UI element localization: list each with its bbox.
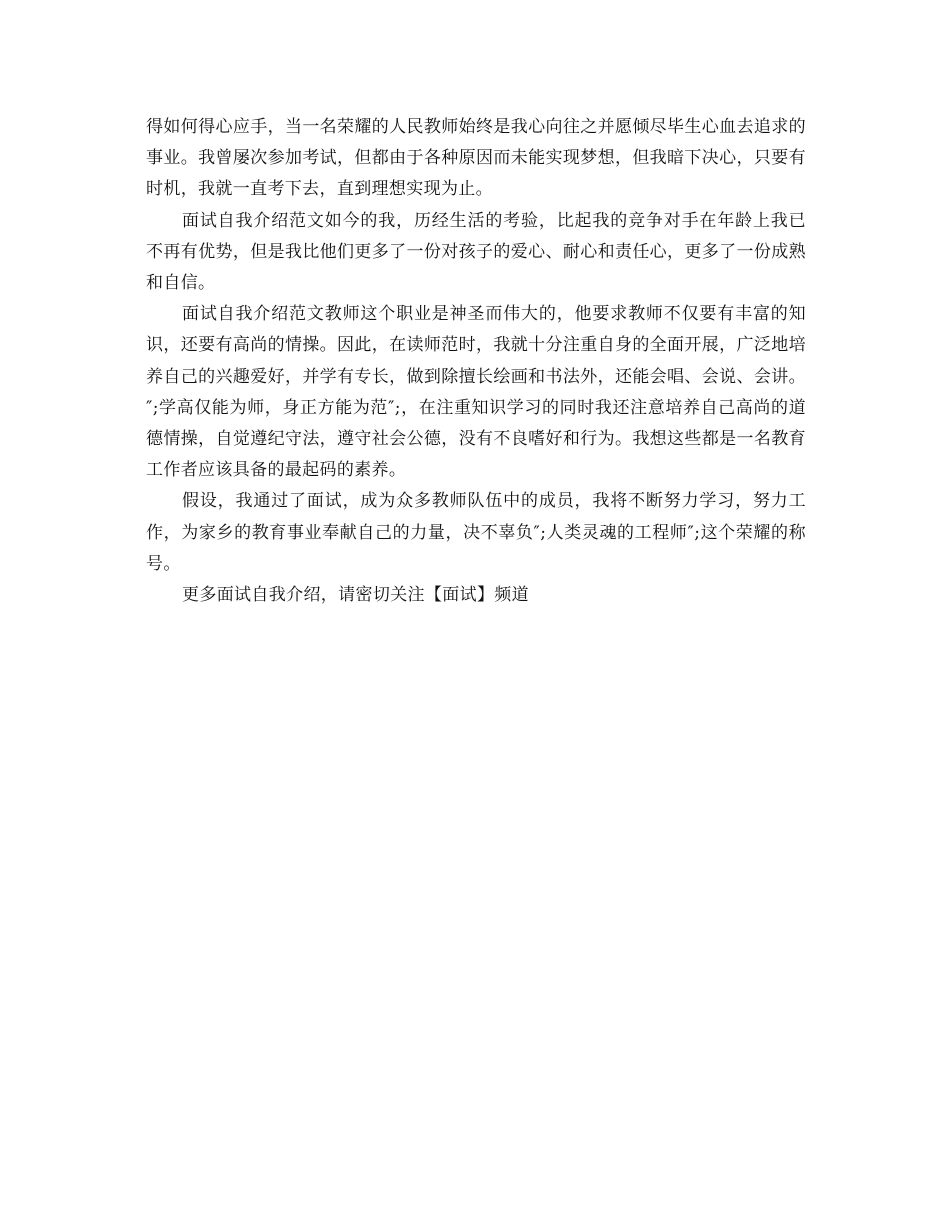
paragraph-maturity: 面试自我介绍范文如今的我，历经生活的考验，比起我的竞争对手在年龄上我已不再有优势，但是我比他们更多了一份对孩子的爱心、耐心和责任心，更多了一份成熟和自信。	[146, 210, 806, 294]
paragraph-continuation: 得如何得心应手，当一名荣耀的人民教师始终是我心向往之并愿倾尽毕生心血去追求的事业。我曾屡次参加考试，但都由于各种原因而未能实现梦想，但我暗下决心，只要有时机，我就一直考下去，直到理想实现为止。	[146, 117, 806, 200]
paragraph-commitment: 假设，我通过了面试，成为众多教师队伍中的成员，我将不断努力学习，努力工作，为家乡的教育事业奉献自己的力量，决不辜负″;人类灵魂的工程师″;这个荣耀的称号。	[146, 491, 806, 574]
document-body	[146, 112, 806, 611]
paragraph-teacher-profession: 面试自我介绍范文教师这个职业是神圣而伟大的，他要求教师不仅要有丰富的知识，还要有高尚的情操。因此，在读师范时，我就十分注重自身的全面开展，广泛地培养自己的兴趣爱好，并学有专长，做到除擅长绘画和书法外，还能会唱、会说、会讲。″;学高仅能为师，身正方能为范″;，在注重知识学习的同时我还注意培养自己高尚的道德情操，自觉遵纪守法，遵守社会公德，没有不良嗜好和行为。我想这些都是一名教育工作者应该具备的最起码的素养。	[146, 304, 806, 481]
paragraph-more-info: 更多面试自我介绍，请密切关注【面试】频道	[182, 585, 529, 606]
